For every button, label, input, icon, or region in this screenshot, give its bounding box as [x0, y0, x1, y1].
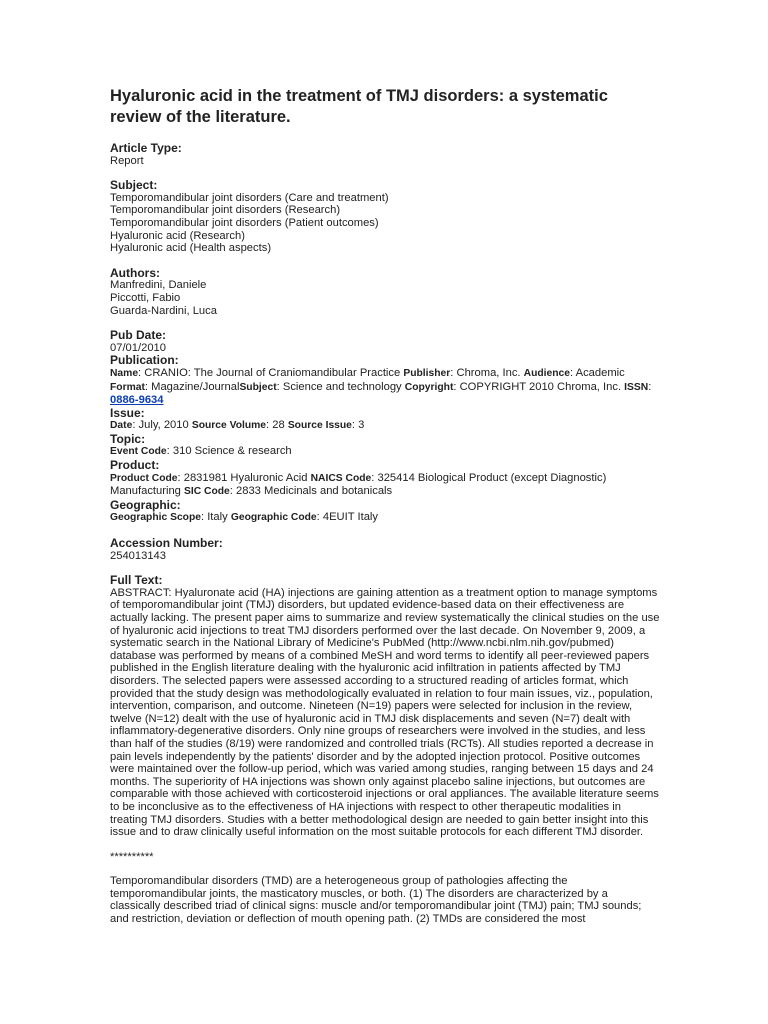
- article-type-label: Article Type:: [110, 141, 182, 155]
- article-content: [110, 86, 660, 926]
- naics-code-value: : 325414 Biological Product (except Diagnostic) Manufacturing: [110, 471, 607, 498]
- geographic-scope-key: Geographic Scope: [110, 512, 201, 524]
- event-code-value: : 310 Science & research: [166, 445, 292, 458]
- issue-date-key: Date: [110, 420, 133, 432]
- accession-value: 254013143: [110, 549, 166, 562]
- subject-item: Temporomandibular joint disorders (Care and treatment): [110, 191, 389, 204]
- geographic-scope-value: : Italy: [200, 511, 231, 524]
- publication-name-key: Name: [110, 367, 139, 379]
- product-code-key: Product Code: [110, 472, 178, 484]
- pub-date-value: 07/01/2010: [110, 341, 166, 354]
- pub-subject-key: Subject: [239, 381, 277, 393]
- body-paragraph: Temporomandibular disorders (TMD) are a heterogeneous group of pathologies affecting the temporomandibular joints, the masticatory muscles, or both. (1) The disorders are characterized by a classically described triad of clinical signs: muscle and/or temporomandibular joint (TMJ) pain; TMJ sounds; and restriction, deviation or deflection of mouth opening path. (2) TMDs are considered the most: [110, 875, 642, 926]
- source-issue-key: Source Issue: [287, 420, 352, 432]
- issue-details: [110, 419, 660, 433]
- source-volume-value: : 28: [266, 419, 288, 432]
- issn-link[interactable]: 0886-9634: [110, 394, 164, 407]
- issn-key: ISSN: [624, 381, 649, 393]
- section-separator: **********: [110, 850, 154, 863]
- publication-label: Publication:: [110, 353, 179, 368]
- geographic-label: Geographic:: [110, 497, 181, 512]
- product-label: Product:: [110, 458, 160, 473]
- author-name: Piccotti, Fabio: [110, 291, 181, 304]
- subject-label: Subject:: [110, 178, 158, 193]
- authors-label: Authors:: [110, 265, 160, 280]
- publisher-value: : Chroma, Inc.: [450, 366, 524, 379]
- issue-date-value: : July, 2010: [132, 419, 192, 432]
- pub-date-label: Pub Date:: [110, 328, 167, 343]
- product-code-value: : 2831981 Hyaluronic Acid: [177, 471, 311, 484]
- audience-value: : Academic: [570, 366, 625, 379]
- subject-item: Hyaluronic acid (Research): [110, 229, 245, 242]
- issn-separator: :: [648, 380, 652, 393]
- article-type-value: Report: [110, 154, 144, 167]
- subject-item: Temporomandibular joint disorders (Patient outcomes): [110, 216, 379, 229]
- event-code-key: Event Code: [110, 446, 167, 458]
- publisher-key: Publisher: [403, 367, 451, 379]
- geographic-code-key: Geographic Code: [230, 512, 317, 524]
- topic-details: [110, 445, 660, 459]
- article-title: Hyaluronic acid in the treatment of TMJ disorders: a systematic review of the literature.: [110, 87, 608, 126]
- full-text-label: Full Text:: [110, 573, 163, 588]
- format-key: Format: [110, 381, 145, 393]
- audience-key: Audience: [523, 367, 571, 379]
- author-name: Guarda-Nardini, Luca: [110, 304, 217, 317]
- naics-code-key: NAICS Code: [310, 472, 372, 484]
- accession-label: Accession Number:: [110, 536, 223, 551]
- publication-details: [110, 367, 660, 407]
- product-details: [110, 472, 660, 499]
- format-value: : Magazine/Journal: [144, 380, 240, 393]
- sic-code-key: SIC Code: [184, 486, 230, 498]
- copyright-key: Copyright: [404, 381, 454, 393]
- issue-label: Issue:: [110, 405, 145, 420]
- pub-subject-value: : Science and technology: [276, 380, 405, 393]
- publication-name-value: : CRANIO: The Journal of Craniomandibular Practice: [138, 366, 404, 379]
- author-name: Manfredini, Daniele: [110, 279, 207, 292]
- sic-code-value: : 2833 Medicinals and botanicals: [229, 485, 393, 498]
- source-volume-key: Source Volume: [191, 420, 267, 432]
- abstract-paragraph: ABSTRACT: Hyaluronate acid (HA) injections are gaining attention as a treatment option to manage symptoms of temporomandibular joint (TMJ) disorders, but updated evidence-based data on their effectiveness are actually lacking. The present paper aims to summarize and review systematically the clinical studies on the use of hyaluronic acid injections to treat TMJ disorders performed over the last decade. On November 9, 2009, a systematic search in the National Library of Medicine's PubMed (http://www.ncbi.nlm.nih.gov/pubmed) database was performed by means of a combined MeSH and word terms to identify all peer-reviewed papers published in the English literature dealing with the hyaluronic acid infiltration in patients affected by TMJ disorders. The selected papers were assessed according to a structured reading of articles format, which provided that the study design was methodologically evaluated in relation to four main issues, viz., population, intervention, comparison, and outcome. Nineteen (N=19) papers were selected for inclusion in the review, twelve (N=12) dealt with the use of hyaluronic acid in TMJ disk displacements and seven (N=7) dealt with inflammatory-degenerative disorders. Only nine groups of researchers were involved in the studies, and less than half of the studies (8/19) were randomized and controlled trials (RCTs). All studies reported a decrease in pain levels independently by the patients' disorder and by the adopted injection protocol. Positive outcomes were maintained over the follow-up period, which was varied among studies, ranging between 15 days and 24 months. The superiority of HA injections was shown only against placebo saline injections, but outcomes are comparable with those achieved with corticosteroid injections or oral appliances. The available literature seems to be inconclusive as to the effectiveness of HA injections with respect to other therapeutic modalities in treating TMJ disorders. Studies with a better methodological design are needed to gain better insight into this issue and to draw clinically useful information on the most suitable protocols for each different TMJ disorder.: [110, 586, 660, 839]
- subject-item: Temporomandibular joint disorders (Research): [110, 204, 341, 217]
- topic-label: Topic:: [110, 431, 146, 446]
- subject-item: Hyaluronic acid (Health aspects): [110, 242, 272, 255]
- source-issue-value: : 3: [351, 419, 365, 432]
- geographic-code-value: : 4EUIT Italy: [316, 511, 379, 524]
- geographic-details: [110, 511, 660, 525]
- copyright-value: : COPYRIGHT 2010 Chroma, Inc.: [453, 380, 625, 393]
